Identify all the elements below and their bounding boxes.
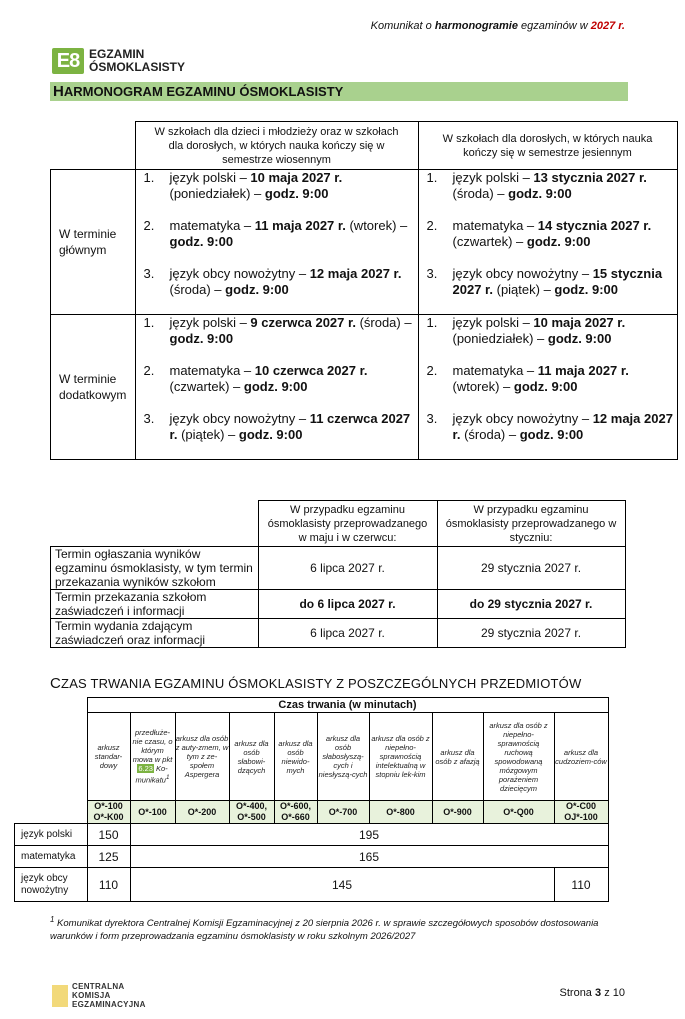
schedule-col2-header: W szkołach dla dorosłych, w których nauka kończy się w semestrze jesiennym (418, 122, 677, 170)
section-banner: HARMONOGRAM EGZAMINU ÓSMOKLASISTY (50, 82, 628, 101)
duration-section-title: CZAS TRWANIA EGZAMINU ÓSMOKLASISTY Z POSZCZEGÓLNYCH PRZEDMIOTÓW (50, 675, 582, 692)
footnote: $^1$ Komunikat dyrektora Centralnej Komisji Egzaminacyjnej z 20 sierpnia 2026 r. w sprawie szczegółowych sposobów dostosowania warunków i form przeprowadzania egzaminu ósmoklasisty w roku szkolnym 2026/2027 (50, 915, 599, 943)
results-col1-header: W przypadku egzaminu ósmoklasisty przeprowadzanego w maju i w czerwcu: (258, 501, 437, 547)
duration-row: język polski 150 195 (15, 824, 609, 846)
duration-top-header: Czas trwania (w minutach) (87, 698, 608, 713)
results-col2-header: W przypadku egzaminu ósmoklasisty przeprowadzanego w styczniu: (437, 501, 625, 547)
schedule-table (50, 121, 678, 460)
results-row: Termin ogłaszania wyników egzaminu ósmoklasisty, w tym termin przekazania wyników szkołom 6 lipca 2027 r. 29 stycznia 2027 r. (51, 547, 626, 590)
schedule-row-additional (51, 315, 678, 460)
duration-col-extended: przedłuże-nie czasu, o którym mowa w pkt 6.23 Ko-munikatu$^1$ (130, 713, 175, 801)
duration-row: matematyka 125 165 (15, 846, 609, 868)
e8-logo-mark: E8 (52, 48, 84, 74)
results-table (50, 500, 626, 648)
cke-logo-mark (52, 985, 68, 1007)
schedule-col1-header: W szkołach dla dzieci i młodzieży oraz w szkołach dla dorosłych, w których nauka kończy się w semestrze wiosennym (135, 122, 418, 170)
schedule-row-label: W terminie głównym (51, 170, 136, 315)
schedule-row-label: W terminie dodatkowym (51, 315, 136, 460)
schedule-cell: 1. język polski – 9 czerwca 2027 r. (środa) – godz. 9:00 2. matematyka – 10 czerwca 2027 r. (czwartek) – godz. 9:00 3. język obcy nowożytny – 11 czerwca 2027 r. (piątek) – godz. 9:00 (135, 315, 418, 460)
cke-logo-text: CENTRALNA KOMISJA EGZAMINACYJNA (72, 982, 146, 1009)
e8-logo-text: EGZAMIN ÓSMOKLASISTY (89, 47, 186, 74)
schedule-cell: 1. język polski – 10 maja 2027 r. (poniedziałek) – godz. 9:00 2. matematyka – 11 maja 2027 r. (wtorek) – godz. 9:00 3. język obcy nowożytny – 12 maja 2027 r. (środa) – godz. 9:00 (418, 315, 677, 460)
e8-logo (52, 48, 185, 74)
results-row: Termin wydania zdającym zaświadczeń oraz informacji 6 lipca 2027 r. 29 stycznia 2027 r. (51, 619, 626, 648)
page-number: Strona 3 z 10 (559, 987, 625, 999)
schedule-cell: 1. język polski – 13 stycznia 2027 r. (środa) – godz. 9:00 2. matematyka – 14 stycznia 2027 r. (czwartek) – godz. 9:00 3. język obcy nowożytny – 15 stycznia 2027 r. (piątek) – godz. 9:00 (418, 170, 677, 315)
duration-row: język obcy nowożytny 110 145 110 (15, 868, 609, 902)
results-row: Termin przekazania szkołom zaświadczeń i informacji do 6 lipca 2027 r. do 29 stycznia 2027 r. (51, 590, 626, 619)
cke-logo (52, 982, 146, 1009)
schedule-row-main (51, 170, 678, 315)
header-note: Komunikat o harmonogramie egzaminów w 2027 r. (370, 20, 625, 32)
duration-table: Czas trwania (w minutach) arkusz standar-dowy przedłuże-nie czasu, o którym mowa w pkt 6.23 Ko-munikatu$^1$ arkusz dla osób z auty-zmem, w tym z ze-społem Aspergera arkusz dla osób słabowi-dzących arkusz dla osób niewido-mych arkusz dla osób słabosłyszą-cych i niesłyszą-cych arkusz dla osób z niepełno-sprawnością intelektualną w stopniu lek-kim arkusz dla osób z afazją arkusz dla osób z niepełno-sprawnością ruchową spowodowaną mózgowym porażeniem dziecięcym arkusz dla cudzoziem-ców O*-100 O*-K00 O*-100 O*-200 O*-400, O*-500 O*-600, O*-660 O*-700 O*-800 O*-900 O*-Q00 O*-C00 OJ*-100 język polski 150 195 matematyka 125 165 język obcy nowożytny 110 145 110 (14, 697, 609, 902)
schedule-cell: 1. język polski – 10 maja 2027 r. (poniedziałek) – godz. 9:00 2. matematyka – 11 maja 2027 r. (wtorek) – godz. 9:00 3. język obcy nowożytny – 12 maja 2027 r. (środa) – godz. 9:00 (135, 170, 418, 315)
